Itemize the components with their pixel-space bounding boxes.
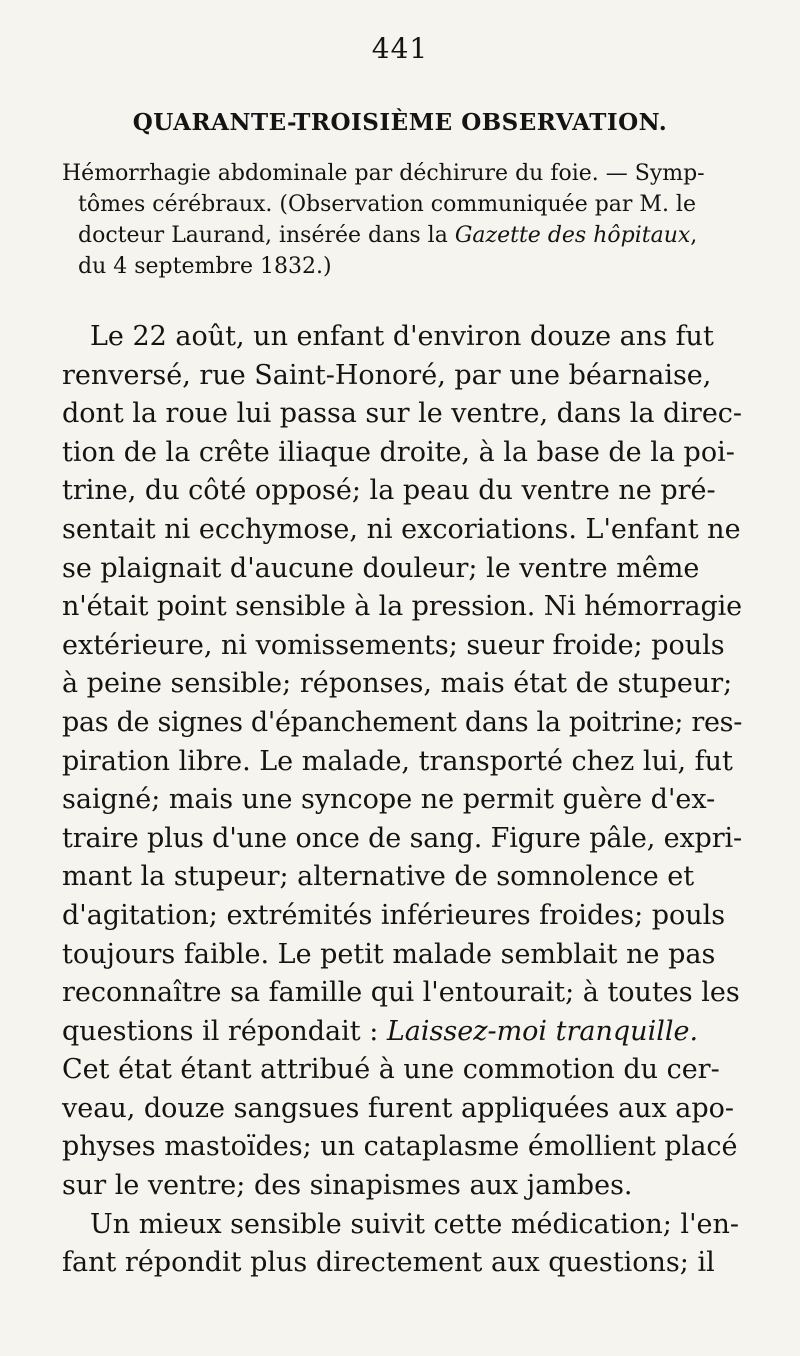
body-line: renversé, rue Saint-Honoré, par une béarnaise,	[62, 359, 712, 391]
body-line: à peine sensible; réponses, mais état de stupeur;	[62, 668, 733, 700]
body-line: physes mastoïdes; un cataplasme émollient placé	[62, 1131, 738, 1163]
body-line: tion de la crête iliaque droite, à la base de la poi-	[62, 436, 735, 468]
body-line: d'agitation; extrémités inférieures froides; pouls	[62, 899, 726, 931]
body-line	[62, 1013, 742, 1052]
body-text: questions il répondait :	[62, 1015, 387, 1047]
body-line: traire plus d'une once de sang. Figure pâle, expri-	[62, 822, 742, 854]
body-line: pas de signes d'épanchement dans la poitrine; res-	[62, 706, 742, 738]
body-line: se plaignait d'aucune douleur; le ventre même	[62, 552, 700, 584]
body-line: piration libre. Le malade, transporté chez lui, fut	[62, 745, 733, 777]
body-line: sentait ni ecchymose, ni excoriations. L'enfant ne	[62, 513, 741, 545]
body-line: sur le ventre; des sinapismes aux jambes.	[62, 1170, 633, 1202]
summary-text: docteur Laurand, insérée dans la	[78, 223, 455, 248]
body-line: extérieure, ni vomissements; sueur froide; pouls	[62, 629, 725, 661]
summary-line: du 4 septembre 1832.)	[78, 254, 332, 279]
body-line: Un mieux sensible suivit cette médication; l'en-	[90, 1208, 739, 1240]
summary-line	[62, 220, 740, 251]
body-line: Cet état étant attribué à une commotion du cer-	[62, 1054, 720, 1086]
body-line: fant répondit plus directement aux questions; il	[62, 1247, 715, 1279]
summary-line: Hémorrhagie abdominale par déchirure du foie. — Symp-	[62, 161, 705, 186]
body-line: veau, douze sangsues furent appliquées aux apo-	[62, 1092, 735, 1124]
body-line: n'était point sensible à la pression. Ni hémorragie	[62, 591, 742, 623]
journal-title: Gazette des hôpitaux	[454, 223, 691, 248]
body-line: saigné; mais une syncope ne permit guère d'ex-	[62, 784, 716, 816]
body-line: dont la roue lui passa sur le ventre, dans la direc-	[62, 398, 742, 430]
observation-summary	[62, 158, 740, 282]
page-number: 441	[371, 32, 429, 65]
body-line: toujours faible. Le petit malade semblait ne pas	[62, 938, 716, 970]
quoted-speech: Laissez-moi tranquille.	[386, 1015, 699, 1047]
body-line: reconnaître sa famille qui l'entourait; à toutes les	[62, 977, 740, 1009]
section-heading: QUARANTE-TROISIÈME OBSERVATION.	[132, 109, 668, 136]
summary-line: tômes cérébraux. (Observation communiquée par M. le	[78, 192, 696, 217]
observation-body	[62, 318, 742, 1283]
summary-text: ,	[690, 223, 698, 248]
body-line: mant la stupeur; alternative de somnolence et	[62, 861, 695, 893]
body-line: Le 22 août, un enfant d'environ douze ans fut	[90, 321, 714, 352]
body-line: trine, du côté opposé; la peau du ventre ne pré-	[62, 475, 716, 507]
